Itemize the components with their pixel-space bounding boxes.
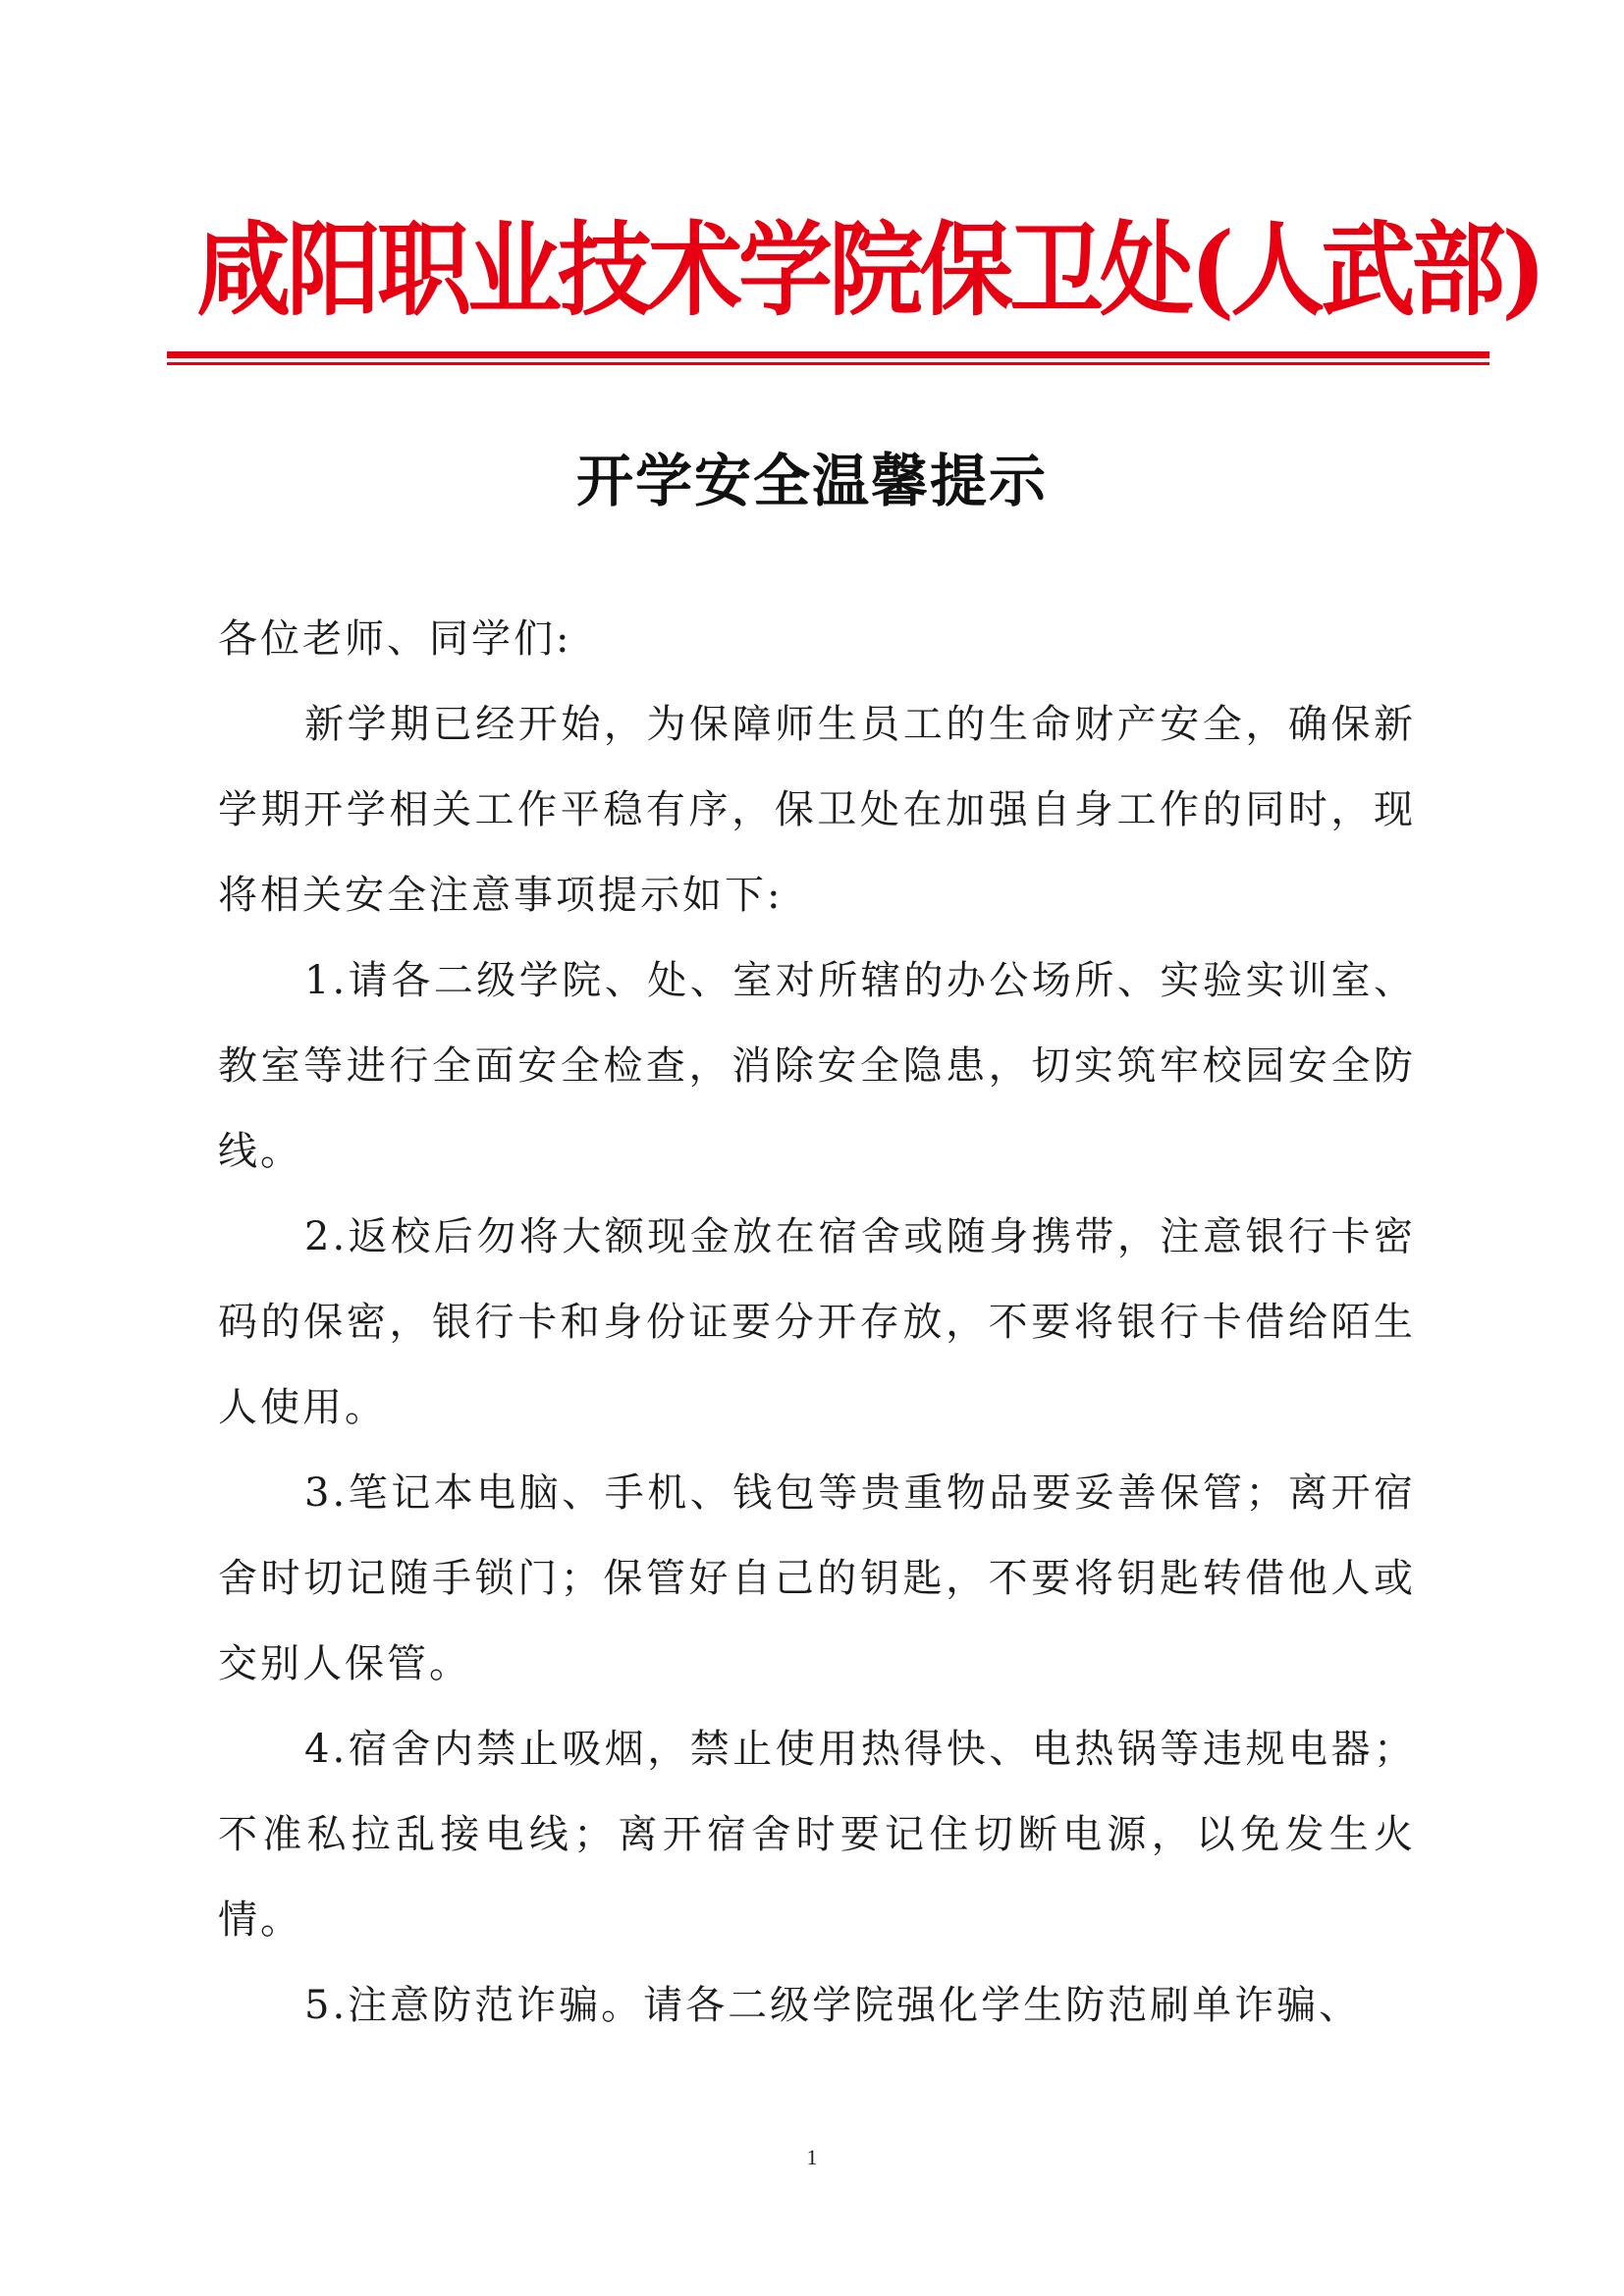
salutation: 各位老师、同学们: [218, 616, 572, 662]
masthead-title: 咸阳职业技术学院保卫处(人武部) [196, 209, 1543, 330]
notice-item-3: 3.笔记本电脑、手机、钱包等贵重物品要妥善保管；离开宿舍时切记随手锁门；保管好自己的钥匙，不要将钥匙转借他人或交别人保管。 [218, 1470, 1416, 1686]
document-title: 开学安全温馨提示 [575, 448, 1048, 514]
page-number: 1 [806, 2145, 818, 2169]
notice-item-2: 2.返校后勿将大额现金放在宿舍或随身携带，注意银行卡密码的保密，银行卡和身份证要分开存放，不要将银行卡借给陌生人使用。 [218, 1214, 1416, 1430]
notice-item-4: 4.宿舍内禁止吸烟，禁止使用热得快、电热锅等违规电器；不准私拉乱接电线；离开宿舍时要记住切断电源，以免发生火情。 [218, 1727, 1416, 1943]
notice-item-5: 5.注意防范诈骗。请各二级学院强化学生防范刷单诈骗、 [304, 1983, 1362, 2028]
masthead-rule-thin [167, 362, 1489, 365]
notice-item-1: 1.请各二级学院、处、室对所辖的办公场所、实验实训室、教室等进行全面安全检查，消除安全隐患，切实筑牢校园安全防线。 [218, 958, 1416, 1174]
masthead-rule-thick [167, 351, 1489, 358]
intro-paragraph: 新学期已经开始，为保障师生员工的生命财产安全，确保新学期开学相关工作平稳有序，保卫处在加强自身工作的同时，现将相关安全注意事项提示如下: [218, 702, 1416, 918]
document-body [218, 597, 1416, 2049]
